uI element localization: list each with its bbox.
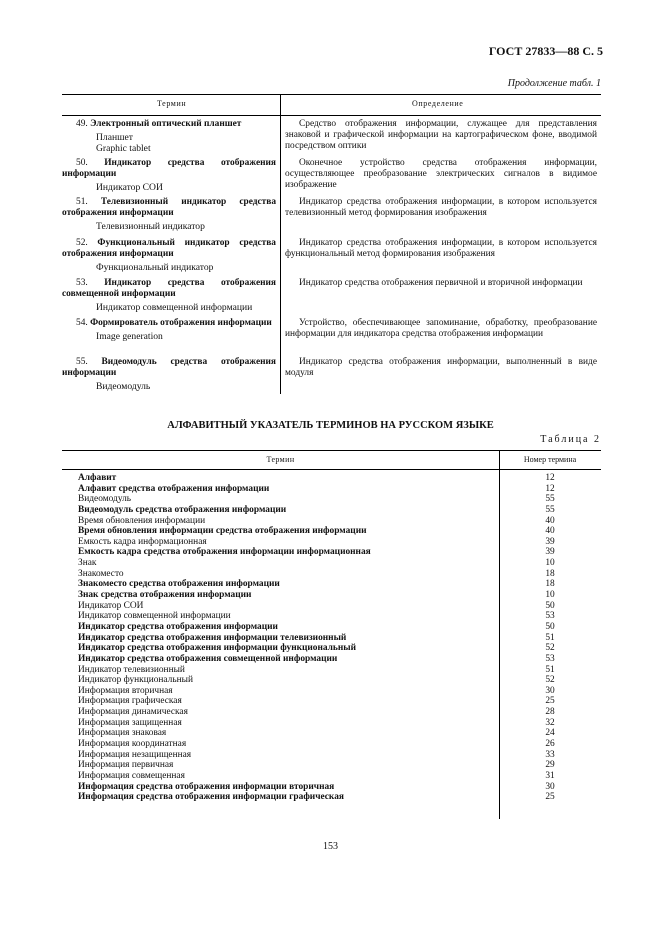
index-row bbox=[62, 686, 601, 697]
index-term: Знакоместо средства отображения информации bbox=[78, 579, 280, 590]
terms-table-header bbox=[62, 94, 601, 116]
index-row bbox=[62, 771, 601, 782]
col-term-header: Термин bbox=[266, 455, 295, 464]
index-term: Информация координатная bbox=[78, 739, 187, 750]
index-row bbox=[62, 707, 601, 718]
index-term-number: 12 bbox=[545, 483, 555, 494]
term-synonym: Image generation bbox=[96, 331, 163, 342]
index-term-number: 24 bbox=[545, 728, 555, 739]
index-term: Алфавит средства отображения информации bbox=[78, 483, 270, 494]
col-number-header: Номер термина bbox=[523, 455, 577, 464]
term-definition: Индикатор средства отображения информации, в котором используется телевизионный метод формирования изображения bbox=[285, 197, 597, 218]
index-term: Емкость кадра средства отображения информации информационная bbox=[78, 547, 371, 558]
index-term-number: 51 bbox=[545, 632, 555, 643]
table-continuation-label: Продолжение табл. 1 bbox=[507, 78, 601, 89]
index-term: Знак средства отображения информации bbox=[78, 590, 252, 601]
index-term: Индикатор СОИ bbox=[78, 600, 144, 611]
term-definition: Устройство, обеспечивающее запоминание, обработку, преобразование информации для индикатора средства отображения информации bbox=[285, 318, 597, 339]
index-term-number: 50 bbox=[545, 621, 555, 632]
index-term: Информация вторичная bbox=[78, 685, 173, 696]
index-term-number: 29 bbox=[545, 760, 555, 771]
index-term-number: 30 bbox=[545, 781, 555, 792]
term-number: 52. bbox=[76, 238, 88, 248]
index-term: Видеомодуль bbox=[78, 494, 132, 505]
term-synonym: Планшет bbox=[96, 132, 133, 143]
index-row bbox=[62, 760, 601, 771]
index-term-number: 50 bbox=[545, 600, 555, 611]
index-row bbox=[62, 473, 601, 484]
index-term-number: 32 bbox=[545, 717, 555, 728]
index-row bbox=[62, 558, 601, 569]
index-term-number: 26 bbox=[545, 739, 555, 750]
index-row bbox=[62, 718, 601, 729]
term-title: Видеомодуль средства отображения информации bbox=[62, 357, 276, 378]
column-divider bbox=[280, 94, 281, 394]
index-term-number: 10 bbox=[545, 558, 555, 569]
index-row bbox=[62, 526, 601, 537]
index-term: Емкость кадра информационная bbox=[78, 536, 207, 547]
document-header: ГОСТ 27833—88 С. 5 bbox=[488, 44, 603, 58]
index-row bbox=[62, 537, 601, 548]
index-term: Индикатор телевизионный bbox=[78, 664, 185, 675]
index-term-number: 18 bbox=[545, 568, 555, 579]
term-synonym: Индикатор СОИ bbox=[96, 182, 163, 193]
index-row bbox=[62, 782, 601, 793]
index-row bbox=[62, 484, 601, 495]
index-row bbox=[62, 590, 601, 601]
index-title: АЛФАВИТНЫЙ УКАЗАТЕЛЬ ТЕРМИНОВ НА РУССКОМ ЯЗЫКЕ bbox=[167, 420, 494, 431]
col-term-header: Термин bbox=[157, 99, 187, 108]
term-number: 49. bbox=[76, 119, 88, 129]
index-term-number: 18 bbox=[545, 579, 555, 590]
term-title: Индикатор средства отображения информации bbox=[62, 158, 276, 179]
index-row bbox=[62, 728, 601, 739]
index-term-number: 51 bbox=[545, 664, 555, 675]
index-row bbox=[62, 696, 601, 707]
term-definition: Индикатор средства отображения информации, выполненный в виде модуля bbox=[285, 357, 597, 378]
index-row bbox=[62, 675, 601, 686]
index-term: Индикатор средства отображения информации функциональный bbox=[78, 643, 357, 654]
index-term: Информация средства отображения информации графическая bbox=[78, 792, 344, 803]
index-term: Индикатор средства отображения информации bbox=[78, 621, 278, 632]
alphabet-index-table bbox=[62, 450, 601, 803]
term-title: Функциональный индикатор средства отображения информации bbox=[62, 238, 276, 259]
term-number: 55. bbox=[76, 357, 88, 367]
index-term-number: 40 bbox=[545, 526, 555, 537]
index-row bbox=[62, 665, 601, 676]
index-term: Алфавит bbox=[78, 473, 117, 483]
term-definition: Средство отображения информации, служащее для представления знаковой и графической информации на картографическом фоне, вводимой посредством оптики bbox=[285, 119, 597, 151]
index-term-number: 30 bbox=[545, 685, 555, 696]
term-title: Формирователь отображения информации bbox=[90, 318, 272, 328]
col-def-header: Определение bbox=[412, 99, 464, 108]
index-term: Знакоместо bbox=[78, 568, 124, 579]
term-definition: Оконечное устройство средства отображения информации, осуществляющее преобразование электрических сигналов в видимое изображение bbox=[285, 158, 597, 190]
index-term: Информация первичная bbox=[78, 760, 174, 771]
index-term: Информация графическая bbox=[78, 696, 182, 707]
index-term: Знак bbox=[78, 558, 97, 569]
page-number: 153 bbox=[323, 841, 338, 852]
index-term: Время обновления информации средства отображения информации bbox=[78, 526, 367, 537]
term-number: 51. bbox=[76, 197, 88, 207]
term-synonym: Видеомодуль bbox=[96, 381, 151, 392]
index-term-number: 53 bbox=[545, 611, 555, 622]
index-term-number: 53 bbox=[545, 653, 555, 664]
index-term: Индикатор функциональный bbox=[78, 675, 193, 686]
index-row bbox=[62, 516, 601, 527]
index-row bbox=[62, 579, 601, 590]
index-term-number: 10 bbox=[545, 590, 555, 601]
index-term: Информация средства отображения информации вторичная bbox=[78, 781, 335, 792]
index-term: Видеомодуль средства отображения информации bbox=[78, 504, 287, 515]
index-row bbox=[62, 633, 601, 644]
index-row bbox=[62, 739, 601, 750]
index-term-number: 52 bbox=[545, 675, 555, 686]
table-number-label: Таблица 2 bbox=[540, 434, 601, 445]
term-title: Электронный оптический планшет bbox=[90, 119, 242, 129]
term-definition: Индикатор средства отображения информации, в котором используется функциональный метод формирования изображения bbox=[285, 238, 597, 259]
index-row bbox=[62, 792, 601, 803]
index-row bbox=[62, 569, 601, 580]
index-term-number: 39 bbox=[545, 536, 555, 547]
index-term-number: 28 bbox=[545, 707, 555, 718]
index-term: Информация защищенная bbox=[78, 717, 182, 728]
term-synonym: Индикатор совмещенной информации bbox=[96, 302, 253, 313]
term-synonym: Graphic tablet bbox=[96, 143, 151, 154]
term-number: 53. bbox=[76, 278, 88, 288]
index-term-number: 31 bbox=[545, 770, 555, 781]
index-term: Индикатор средства отображения информации телевизионный bbox=[78, 632, 347, 643]
index-term: Индикатор совмещенной информации bbox=[78, 611, 231, 622]
term-title: Телевизионный индикатор средства отображения информации bbox=[62, 197, 277, 218]
index-row bbox=[62, 547, 601, 558]
terms-table bbox=[62, 94, 601, 394]
index-term: Время обновления информации bbox=[78, 515, 206, 526]
index-term: Индикатор средства отображения совмещенной информации bbox=[78, 653, 338, 664]
index-term-number: 33 bbox=[545, 749, 555, 760]
index-table-header bbox=[62, 450, 601, 470]
index-term-number: 55 bbox=[545, 494, 555, 505]
index-term-number: 40 bbox=[545, 515, 555, 526]
term-synonym: Телевизионный индикатор bbox=[96, 221, 205, 232]
index-term-number: 55 bbox=[545, 504, 555, 515]
index-term: Информация динамическая bbox=[78, 707, 188, 718]
term-number: 54. bbox=[76, 318, 88, 328]
index-term-number: 39 bbox=[545, 547, 555, 558]
index-term-number: 12 bbox=[545, 473, 555, 483]
index-term: Информация совмещенная bbox=[78, 770, 185, 781]
index-row bbox=[62, 611, 601, 622]
index-row bbox=[62, 643, 601, 654]
term-number: 50. bbox=[76, 158, 88, 168]
term-definition: Индикатор средства отображения первичной и вторичной информации bbox=[299, 278, 583, 288]
index-row bbox=[62, 622, 601, 633]
index-row bbox=[62, 654, 601, 665]
index-row bbox=[62, 494, 601, 505]
index-term-number: 25 bbox=[545, 792, 555, 803]
index-term: Информация незащищенная bbox=[78, 749, 192, 760]
term-title: Индикатор средства отображения совмещенной информации bbox=[62, 278, 276, 299]
term-synonym: Функциональный индикатор bbox=[96, 262, 214, 273]
index-term: Информация знаковая bbox=[78, 728, 167, 739]
index-row bbox=[62, 505, 601, 516]
index-rows bbox=[62, 470, 601, 803]
index-term-number: 52 bbox=[545, 643, 555, 654]
index-term-number: 25 bbox=[545, 696, 555, 707]
index-row bbox=[62, 750, 601, 761]
index-row bbox=[62, 601, 601, 612]
